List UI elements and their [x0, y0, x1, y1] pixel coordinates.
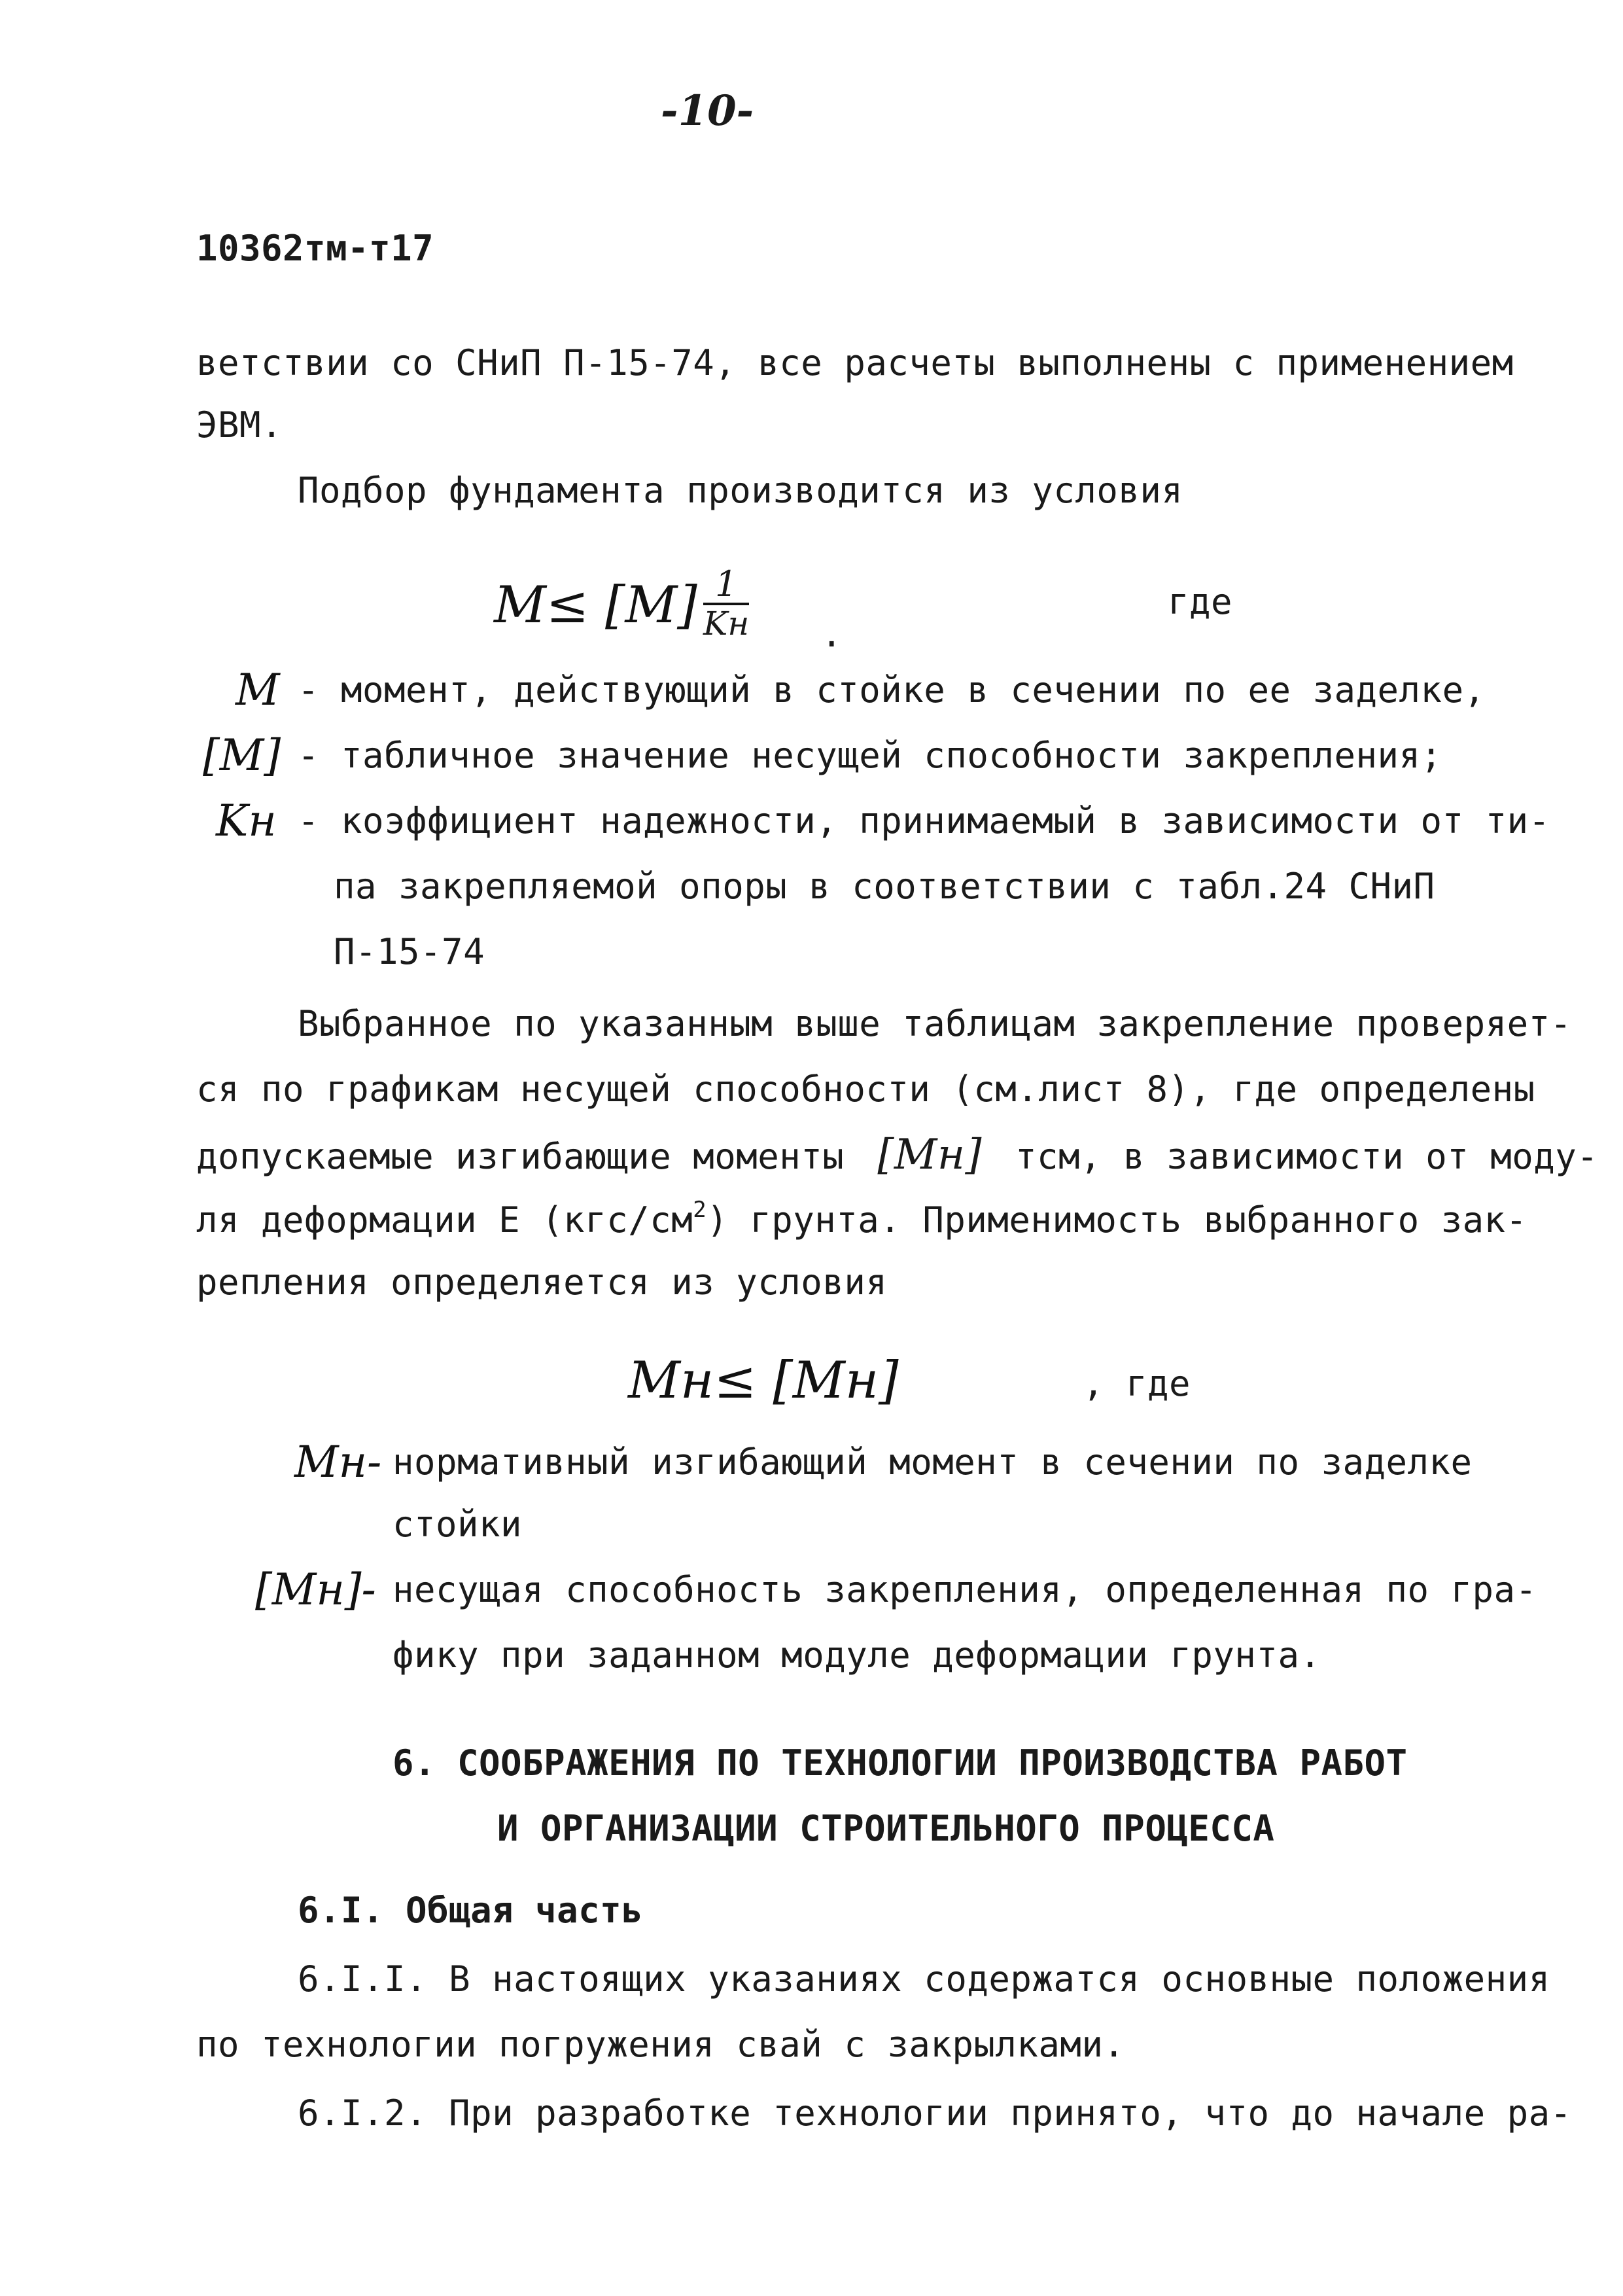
text-line: 6.I.2. При разработке технологии принято, что до начале ра-: [298, 2093, 1572, 2134]
def-text-cont: стойки: [393, 1504, 523, 1545]
inline-symbol: [Mн]: [877, 1131, 982, 1179]
def-symbol: [M]: [203, 730, 281, 781]
def-text: несущая способность закрепления, определенная по гра-: [393, 1569, 1537, 1610]
def-symbol: M: [236, 665, 280, 715]
text-segment: ля деформации Е (кгс/см: [196, 1199, 693, 1241]
text-segment: тсм, в зависимости от моду-: [1015, 1136, 1599, 1177]
def-symbol: [Mн]-: [255, 1564, 376, 1615]
def-text: - табличное значение несущей способности закрепления;: [298, 735, 1442, 776]
fraction-denominator: Kн: [703, 605, 750, 643]
def-text: - момент, действующий в стойке в сечении по ее заделке,: [298, 669, 1486, 711]
formula-1-where: где: [1168, 581, 1233, 622]
text-line: ЭВМ.: [196, 404, 283, 446]
def-symbol: Mн-: [294, 1437, 382, 1487]
section-title: 6. СООБРАЖЕНИЯ ПО ТЕХНОЛОГИИ ПРОИЗВОДСТВА РАБОТ: [393, 1742, 1408, 1784]
document-code: 10362тм-т17: [196, 228, 434, 269]
fraction-numerator: 1: [703, 566, 749, 605]
formula-1-fraction: [703, 563, 750, 643]
formula-1-lhs: M≤ [M]: [494, 576, 697, 635]
formula-2: Mн≤ [Mн]: [628, 1351, 899, 1410]
def-symbol: Kн: [216, 796, 277, 846]
text-line: Подбор фундамента производится из условия: [298, 470, 1183, 511]
formula-1-dot: .: [821, 614, 843, 655]
def-text: нормативный изгибающий момент в сечении по заделке: [393, 1441, 1473, 1483]
page-number: -10-: [661, 86, 754, 135]
formula-2-where: , где: [1083, 1363, 1191, 1404]
text-line: ся по графикам несущей способности (см.лист 8), где определены: [196, 1069, 1535, 1110]
def-text-cont: фику при заданном модуле деформации грунта.: [393, 1634, 1321, 1676]
text-line: по технологии погружения свай с закрылками.: [196, 2024, 1125, 2065]
text-segment: ) грунта. Применимость выбранного зак-: [707, 1199, 1527, 1241]
subsection-title: 6.I. Общая часть: [298, 1890, 644, 1931]
text-line: репления определяется из условия: [196, 1262, 888, 1303]
text-line: ветствии со СНиП П-15-74, все расчеты выполнены с применением: [196, 342, 1514, 383]
text-line: [196, 1132, 1598, 1180]
text-line: [196, 1197, 1527, 1243]
section-title: И ОРГАНИЗАЦИИ СТРОИТЕЛЬНОГО ПРОЦЕССА: [497, 1808, 1275, 1849]
text-segment: допускаемые изгибающие моменты: [196, 1136, 845, 1177]
def-text-cont: П-15-74: [334, 931, 485, 972]
superscript: 2: [693, 1197, 707, 1223]
def-text-cont: па закрепляемой опоры в соответствии с табл.24 СНиП: [334, 866, 1435, 907]
text-line: Выбранное по указанным выше таблицам закрепление проверяет-: [298, 1003, 1572, 1044]
text-line: 6.I.I. В настоящих указаниях содержатся основные положения: [298, 1958, 1550, 2000]
def-text: - коэффициент надежности, принимаемый в зависимости от ти-: [298, 800, 1550, 841]
